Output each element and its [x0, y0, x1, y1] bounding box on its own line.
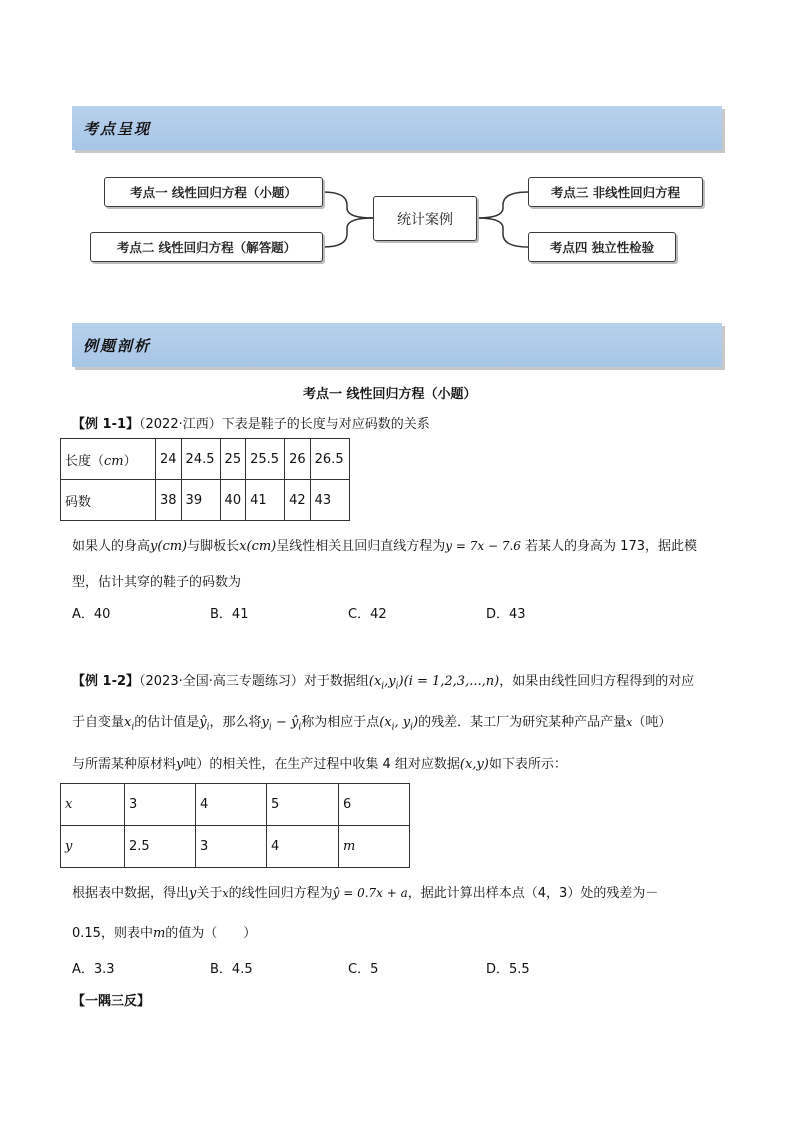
text: 如果人的身高	[72, 539, 151, 554]
text: （吨）	[632, 715, 672, 730]
table-cell: 2.5	[125, 826, 196, 868]
shoe-size-table	[60, 438, 350, 521]
text: 与脚板长	[187, 539, 240, 554]
equation: y = 7x − 7.6	[445, 539, 521, 553]
table-row-header: 码数	[61, 480, 156, 521]
m: i	[410, 722, 414, 733]
m: y	[261, 715, 269, 730]
text: 如下表所示：	[488, 757, 567, 772]
mindmap-node-topic-3	[528, 177, 703, 207]
table-cell: 40	[220, 480, 246, 521]
production-data-table	[60, 783, 410, 868]
m: i	[268, 722, 272, 733]
table-cell: 42	[285, 480, 311, 521]
section-title: 例题剖析	[83, 336, 152, 355]
text: ，那么将	[209, 715, 262, 730]
m: i	[381, 681, 385, 692]
example-1-1-heading	[72, 413, 430, 432]
table-cell: 3	[196, 826, 267, 868]
m: x	[626, 716, 633, 729]
var: x	[239, 539, 247, 554]
text: 吨）的相关性，在生产过程中收集 4 组对应数据	[183, 757, 460, 772]
option-d: D．43	[486, 607, 526, 622]
table-cell: 43	[310, 480, 349, 521]
var: y	[150, 539, 158, 554]
text: 与所需某种原材料	[72, 757, 177, 772]
practice-heading: 【一隅三反】	[72, 994, 151, 1009]
text: 的线性回归方程为	[228, 886, 333, 901]
text: 若某人的身高为 173，据此模	[520, 539, 697, 554]
m: i	[395, 681, 399, 692]
example-1-2-line-3	[72, 753, 567, 772]
table-cell: 26	[285, 439, 311, 480]
unit: (cm)	[246, 539, 277, 554]
mindmap-node-label: 考点一 线性回归方程（小题）	[130, 185, 297, 200]
mindmap-center-label: 统计案例	[397, 211, 453, 228]
text: 的值为（ ）	[165, 926, 257, 941]
unit-text: cm	[104, 453, 124, 469]
example-1-2-line-1	[72, 670, 694, 692]
option-c: C．42	[348, 607, 387, 622]
text: 0.15，则表中	[72, 926, 153, 941]
m: y	[176, 757, 184, 772]
header-text: 长度（	[65, 453, 105, 469]
mindmap-node-topic-4	[528, 232, 676, 262]
example-1-2-line-4	[72, 882, 658, 901]
m: i	[391, 722, 395, 733]
table-cell: m	[339, 826, 410, 868]
option-a: A．3.3	[72, 962, 115, 977]
m: ,y	[384, 674, 396, 689]
text: 关于	[196, 886, 223, 901]
m: x	[124, 715, 132, 730]
mindmap-center-node	[373, 196, 477, 241]
m: ŷ	[290, 715, 299, 730]
table-cell: 4	[267, 826, 339, 868]
example-label: 【例 1-1】	[72, 417, 140, 432]
subheading: 考点一 线性回归方程（小题）	[303, 387, 477, 402]
mindmap-node-topic-2	[90, 232, 323, 262]
example-1-1-question-line-1	[72, 535, 697, 554]
table-row-header: x	[61, 784, 125, 826]
example-1-2-line-2	[72, 711, 671, 733]
text: 根据表中数据，得出	[72, 886, 190, 901]
section-banner-examples	[72, 323, 722, 367]
mindmap-node-label: 考点三 非线性回归方程	[550, 185, 681, 200]
table-cell: 3	[125, 784, 196, 826]
m: ŷ	[199, 715, 207, 730]
option-b: B．4.5	[210, 962, 253, 977]
table-cell: 39	[181, 480, 220, 521]
m: i	[131, 722, 135, 733]
mindmap-node-topic-1	[104, 177, 323, 207]
text: 的估计值是	[134, 715, 200, 730]
m: −	[271, 715, 291, 730]
table-row	[61, 439, 350, 480]
table-cell: 38	[156, 480, 182, 521]
m: (x,y)	[459, 757, 489, 772]
text: （2023·全国·高三专题练习）对于数据组	[139, 674, 369, 689]
mindmap-node-label: 考点二 线性回归方程（解答题）	[116, 240, 297, 255]
table-row-header: y	[61, 826, 125, 868]
text: 的残差．某工厂为研究某种产品产量	[418, 715, 627, 730]
option-d: D．5.5	[486, 962, 530, 977]
table-cell: 4	[196, 784, 267, 826]
option-b: B．41	[210, 607, 249, 622]
table-cell: 6	[339, 784, 410, 826]
text: 称为相应于点	[301, 715, 380, 730]
table-cell: 41	[246, 480, 285, 521]
m: m	[152, 926, 166, 941]
table-cell: 5	[267, 784, 339, 826]
table-cell: 24	[156, 439, 182, 480]
table-row	[61, 480, 350, 521]
text: ，据此计算出样本点（4，3）处的残差为－	[407, 886, 659, 901]
section-title: 考点呈现	[83, 119, 152, 138]
table-cell: 24.5	[181, 439, 220, 480]
m: x	[222, 887, 229, 900]
equation: ŷ = 0.7x + a	[332, 886, 408, 900]
m: i	[298, 722, 302, 733]
header-text: ）	[123, 453, 137, 469]
text: 于自变量	[72, 715, 125, 730]
m: , y	[394, 715, 411, 730]
text: ，如果由线性回归方程得到的对应	[499, 674, 695, 689]
table-cell: 25.5	[246, 439, 285, 480]
option-a: A．40	[72, 607, 111, 622]
math	[368, 674, 500, 692]
table-row	[61, 826, 410, 868]
table-row-header	[61, 439, 156, 480]
example-label: 【例 1-2】	[72, 674, 140, 689]
m: )	[413, 715, 419, 730]
option-c: C．5	[348, 962, 379, 977]
mindmap-node-label: 考点四 独立性检验	[549, 240, 655, 255]
table-row	[61, 784, 410, 826]
m: )(i = 1,2,3,...,n)	[398, 674, 500, 689]
m: y	[189, 886, 197, 901]
m: (x	[379, 715, 392, 730]
m: (x	[368, 674, 382, 689]
example-1-2-line-5	[72, 922, 256, 941]
table-cell: 25	[220, 439, 246, 480]
example-source: （2022·江西）下表是鞋子的长度与对应码数的关系	[139, 417, 430, 432]
unit: (cm)	[157, 539, 188, 554]
text: 呈线性相关且回归直线方程为	[276, 539, 446, 554]
example-1-1-question-line-2: 型，估计其穿的鞋子的码数为	[72, 575, 242, 590]
table-cell: 26.5	[310, 439, 349, 480]
m: i	[206, 722, 210, 733]
